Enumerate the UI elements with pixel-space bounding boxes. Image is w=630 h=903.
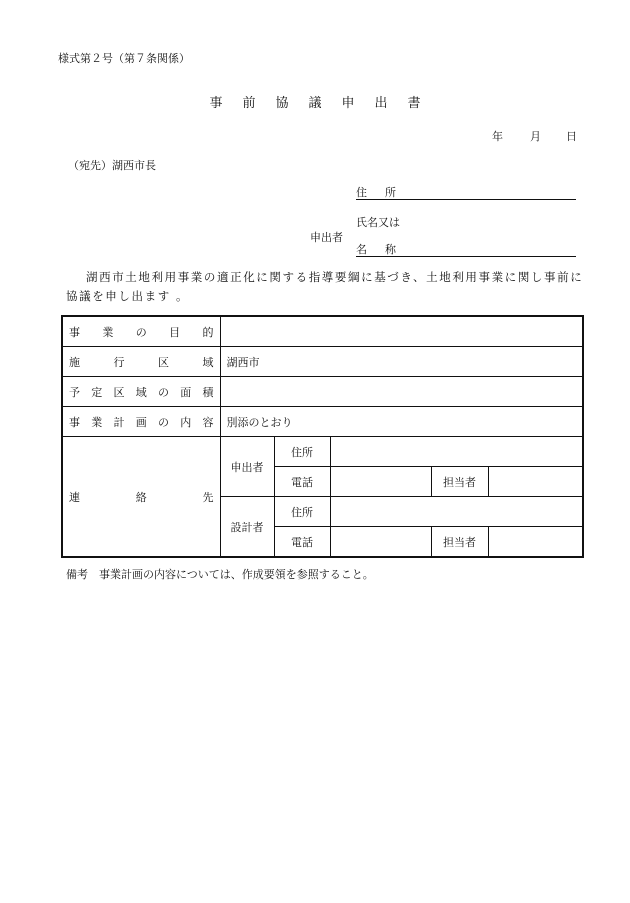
date-month: 月 — [530, 130, 541, 143]
date-year: 年 — [492, 130, 503, 143]
contact-designer-address-value[interactable] — [330, 497, 583, 527]
applicant-name-field — [356, 241, 576, 257]
contact-designer-person-label: 担当者 — [431, 527, 488, 558]
applicant-address-field — [356, 184, 576, 200]
notes: 備考 事業計画の内容については、作成要領を参照すること。 — [66, 568, 374, 581]
body-text: 湖西市土地利用事業の適正化に関する指導要綱に基づき、土地利用事業に関し事前に協議を申し出ます 。 — [66, 270, 584, 303]
table-row — [62, 347, 583, 377]
date-day: 日 — [566, 130, 577, 143]
area-value[interactable]: 湖西市 — [220, 347, 583, 377]
area-label: 施行区域 — [62, 347, 220, 377]
table-row — [62, 437, 583, 467]
contact-designer-label: 設計者 — [220, 497, 274, 558]
contact-applicant-person-value[interactable] — [488, 467, 583, 497]
contact-designer-phone-value[interactable] — [330, 527, 431, 558]
plan-content-label: 事業計画の内容 — [62, 407, 220, 437]
applicant-name-label: 名称 — [356, 243, 414, 256]
contact-designer-address-label: 住所 — [274, 497, 330, 527]
contact-designer-person-value[interactable] — [488, 527, 583, 558]
table-row — [62, 316, 583, 347]
planned-area-size-value[interactable] — [220, 377, 583, 407]
contact-applicant-address-label: 住所 — [274, 437, 330, 467]
purpose-label: 事業の目的 — [62, 316, 220, 347]
contact-applicant-address-value[interactable] — [330, 437, 583, 467]
applicant-name-prefix: 氏名又は — [356, 216, 400, 229]
contact-applicant-phone-value[interactable] — [330, 467, 431, 497]
contact-designer-phone-label: 電話 — [274, 527, 330, 558]
date-row — [492, 128, 577, 144]
applicant-address-label: 住所 — [356, 186, 414, 199]
purpose-value[interactable] — [220, 316, 583, 347]
plan-content-value[interactable]: 別添のとおり — [220, 407, 583, 437]
contact-applicant-phone-label: 電話 — [274, 467, 330, 497]
planned-area-size-label: 予定区域の面積 — [62, 377, 220, 407]
addressee: （宛先）湖西市長 — [68, 159, 156, 172]
table-row — [62, 407, 583, 437]
consultation-table — [61, 315, 584, 558]
contact-label: 連絡先 — [62, 437, 220, 558]
contact-applicant-label: 申出者 — [220, 437, 274, 497]
contact-applicant-person-label: 担当者 — [431, 467, 488, 497]
document-title: 事前協議申出書 — [209, 96, 441, 111]
applicant-label: 申出者 — [310, 231, 343, 244]
form-number: 様式第２号（第７条関係） — [58, 52, 190, 65]
table-row — [62, 377, 583, 407]
